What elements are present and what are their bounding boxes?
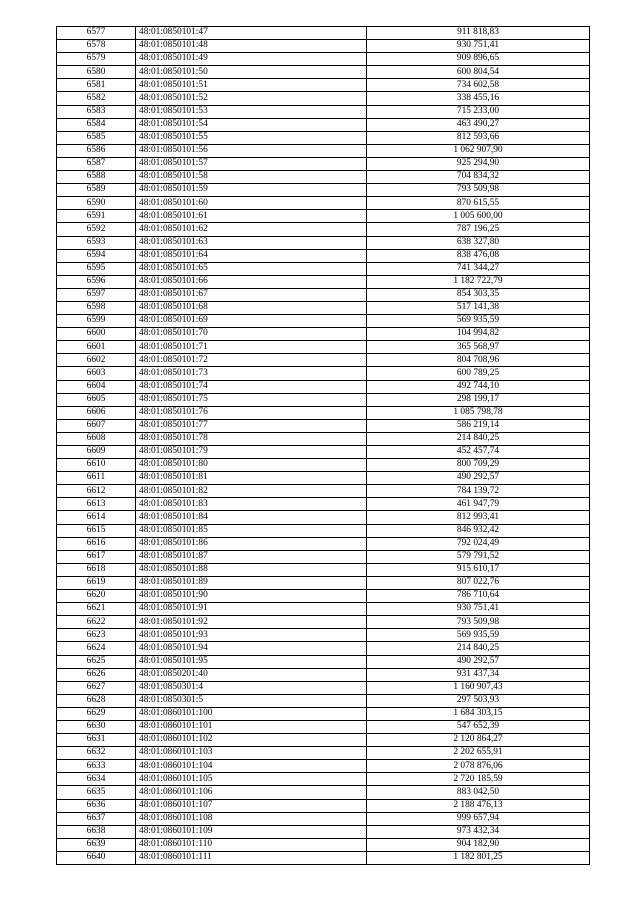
value-cell: 2 720 185,59 (367, 773, 590, 786)
value-cell: 904 182,90 (367, 838, 590, 851)
cadastral-number-cell: 48:01:0850101:83 (136, 498, 367, 511)
value-cell: 638 327,80 (367, 236, 590, 249)
cadastral-number-cell: 48:01:0850101:48 (136, 40, 367, 53)
table-row (57, 511, 590, 524)
row-number-cell: 6584 (57, 118, 136, 131)
cadastral-number-cell: 48:01:0850201:40 (136, 668, 367, 681)
value-cell: 600 789,25 (367, 367, 590, 380)
table-row (57, 773, 590, 786)
value-cell: 838 476,08 (367, 249, 590, 262)
value-cell: 338 455,16 (367, 92, 590, 105)
cadastral-number-cell: 48:01:0850101:86 (136, 537, 367, 550)
value-cell: 297 503,93 (367, 694, 590, 707)
table-row (57, 786, 590, 799)
table-row (57, 131, 590, 144)
cadastral-value-table (56, 26, 590, 865)
cadastral-number-cell: 48:01:0850301:5 (136, 694, 367, 707)
row-number-cell: 6625 (57, 655, 136, 668)
value-cell: 463 490,27 (367, 118, 590, 131)
table-row (57, 288, 590, 301)
row-number-cell: 6580 (57, 66, 136, 79)
cadastral-number-cell: 48:01:0850101:62 (136, 223, 367, 236)
row-number-cell: 6631 (57, 734, 136, 747)
value-cell: 2 078 876,06 (367, 760, 590, 773)
cadastral-number-cell: 48:01:0850101:47 (136, 27, 367, 40)
row-number-cell: 6604 (57, 380, 136, 393)
cadastral-number-cell: 48:01:0860101:108 (136, 812, 367, 825)
value-cell: 452 457,74 (367, 446, 590, 459)
row-number-cell: 6581 (57, 79, 136, 92)
row-number-cell: 6640 (57, 851, 136, 864)
cadastral-number-cell: 48:01:0850101:69 (136, 315, 367, 328)
row-number-cell: 6616 (57, 537, 136, 550)
value-cell: 854 303,35 (367, 288, 590, 301)
cadastral-number-cell: 48:01:0850101:81 (136, 472, 367, 485)
table-row (57, 236, 590, 249)
table-row (57, 459, 590, 472)
row-number-cell: 6617 (57, 550, 136, 563)
value-cell: 804 708,96 (367, 354, 590, 367)
table-row (57, 524, 590, 537)
cadastral-number-cell: 48:01:0850101:91 (136, 603, 367, 616)
value-cell: 925 294,90 (367, 157, 590, 170)
value-cell: 490 292,57 (367, 472, 590, 485)
table-row (57, 681, 590, 694)
table-row (57, 720, 590, 733)
cadastral-number-cell: 48:01:0850101:65 (136, 262, 367, 275)
table-row (57, 118, 590, 131)
cadastral-number-cell: 48:01:0850101:60 (136, 197, 367, 210)
table-row (57, 472, 590, 485)
table-row (57, 301, 590, 314)
row-number-cell: 6622 (57, 616, 136, 629)
table-row (57, 642, 590, 655)
table-row (57, 92, 590, 105)
row-number-cell: 6619 (57, 576, 136, 589)
row-number-cell: 6630 (57, 720, 136, 733)
row-number-cell: 6623 (57, 629, 136, 642)
cadastral-number-cell: 48:01:0850101:54 (136, 118, 367, 131)
row-number-cell: 6639 (57, 838, 136, 851)
value-cell: 931 437,34 (367, 668, 590, 681)
row-number-cell: 6628 (57, 694, 136, 707)
value-cell: 741 344,27 (367, 262, 590, 275)
row-number-cell: 6634 (57, 773, 136, 786)
cadastral-number-cell: 48:01:0850101:67 (136, 288, 367, 301)
row-number-cell: 6579 (57, 53, 136, 66)
table-row (57, 40, 590, 53)
cadastral-number-cell: 48:01:0860101:106 (136, 786, 367, 799)
table-row (57, 249, 590, 262)
cadastral-number-cell: 48:01:0850101:50 (136, 66, 367, 79)
cadastral-number-cell: 48:01:0850101:68 (136, 301, 367, 314)
row-number-cell: 6586 (57, 144, 136, 157)
cadastral-number-cell: 48:01:0860101:104 (136, 760, 367, 773)
table-row (57, 707, 590, 720)
value-cell: 883 042,50 (367, 786, 590, 799)
value-cell: 214 840,25 (367, 642, 590, 655)
value-cell: 492 744,10 (367, 380, 590, 393)
cadastral-number-cell: 48:01:0850101:85 (136, 524, 367, 537)
row-number-cell: 6577 (57, 27, 136, 40)
value-cell: 786 710,64 (367, 590, 590, 603)
cadastral-number-cell: 48:01:0850101:52 (136, 92, 367, 105)
value-cell: 1 684 303,15 (367, 707, 590, 720)
row-number-cell: 6633 (57, 760, 136, 773)
cadastral-number-cell: 48:01:0850101:74 (136, 380, 367, 393)
value-cell: 793 509,98 (367, 616, 590, 629)
table-row (57, 446, 590, 459)
table-row (57, 812, 590, 825)
cadastral-number-cell: 48:01:0850101:90 (136, 590, 367, 603)
table-row (57, 760, 590, 773)
row-number-cell: 6618 (57, 563, 136, 576)
cadastral-number-cell: 48:01:0860101:100 (136, 707, 367, 720)
table-row (57, 144, 590, 157)
cadastral-number-cell: 48:01:0850101:73 (136, 367, 367, 380)
row-number-cell: 6590 (57, 197, 136, 210)
table-row (57, 223, 590, 236)
cadastral-number-cell: 48:01:0860101:107 (136, 799, 367, 812)
cadastral-number-cell: 48:01:0850101:82 (136, 485, 367, 498)
cadastral-number-cell: 48:01:0850101:84 (136, 511, 367, 524)
table-row (57, 825, 590, 838)
row-number-cell: 6629 (57, 707, 136, 720)
row-number-cell: 6591 (57, 210, 136, 223)
value-cell: 734 602,58 (367, 79, 590, 92)
value-cell: 1 062 907,90 (367, 144, 590, 157)
value-cell: 715 233,00 (367, 105, 590, 118)
table-row (57, 485, 590, 498)
row-number-cell: 6626 (57, 668, 136, 681)
row-number-cell: 6606 (57, 406, 136, 419)
row-number-cell: 6610 (57, 459, 136, 472)
value-cell: 812 593,66 (367, 131, 590, 144)
cadastral-number-cell: 48:01:0850101:55 (136, 131, 367, 144)
table-row (57, 799, 590, 812)
cadastral-number-cell: 48:01:0860101:102 (136, 734, 367, 747)
table-row (57, 66, 590, 79)
value-cell: 793 509,98 (367, 184, 590, 197)
cadastral-number-cell: 48:01:0860101:103 (136, 747, 367, 760)
cadastral-number-cell: 48:01:0850101:79 (136, 446, 367, 459)
cadastral-number-cell: 48:01:0850101:58 (136, 171, 367, 184)
row-number-cell: 6587 (57, 157, 136, 170)
cadastral-number-cell: 48:01:0850101:49 (136, 53, 367, 66)
value-cell: 569 935,59 (367, 315, 590, 328)
cadastral-number-cell: 48:01:0860101:105 (136, 773, 367, 786)
value-cell: 1 085 798,78 (367, 406, 590, 419)
value-cell: 214 840,25 (367, 432, 590, 445)
cadastral-number-cell: 48:01:0850101:87 (136, 550, 367, 563)
table-row (57, 380, 590, 393)
table-row (57, 655, 590, 668)
table-row (57, 498, 590, 511)
table-row (57, 406, 590, 419)
table-row (57, 432, 590, 445)
table-row (57, 79, 590, 92)
value-cell: 490 292,57 (367, 655, 590, 668)
value-cell: 365 568,97 (367, 341, 590, 354)
cadastral-number-cell: 48:01:0850101:95 (136, 655, 367, 668)
cadastral-number-cell: 48:01:0850101:89 (136, 576, 367, 589)
value-cell: 461 947,79 (367, 498, 590, 511)
cadastral-number-cell: 48:01:0850101:64 (136, 249, 367, 262)
row-number-cell: 6635 (57, 786, 136, 799)
value-cell: 1 160 907,43 (367, 681, 590, 694)
value-cell: 2 120 864,27 (367, 734, 590, 747)
row-number-cell: 6638 (57, 825, 136, 838)
value-cell: 911 818,83 (367, 27, 590, 40)
row-number-cell: 6603 (57, 367, 136, 380)
value-cell: 1 182 801,25 (367, 851, 590, 864)
row-number-cell: 6593 (57, 236, 136, 249)
table-row (57, 590, 590, 603)
value-cell: 807 022,76 (367, 576, 590, 589)
row-number-cell: 6597 (57, 288, 136, 301)
table-row (57, 157, 590, 170)
row-number-cell: 6608 (57, 432, 136, 445)
cadastral-number-cell: 48:01:0860101:109 (136, 825, 367, 838)
row-number-cell: 6583 (57, 105, 136, 118)
table-row (57, 315, 590, 328)
row-number-cell: 6585 (57, 131, 136, 144)
value-cell: 517 141,38 (367, 301, 590, 314)
row-number-cell: 6612 (57, 485, 136, 498)
row-number-cell: 6605 (57, 393, 136, 406)
row-number-cell: 6582 (57, 92, 136, 105)
row-number-cell: 6600 (57, 328, 136, 341)
table-row (57, 694, 590, 707)
value-cell: 999 657,94 (367, 812, 590, 825)
cadastral-number-cell: 48:01:0850101:63 (136, 236, 367, 249)
value-cell: 784 139,72 (367, 485, 590, 498)
cadastral-number-cell: 48:01:0850101:80 (136, 459, 367, 472)
row-number-cell: 6614 (57, 511, 136, 524)
value-cell: 792 024,49 (367, 537, 590, 550)
cadastral-number-cell: 48:01:0850101:72 (136, 354, 367, 367)
value-cell: 973 432,34 (367, 825, 590, 838)
row-number-cell: 6589 (57, 184, 136, 197)
row-number-cell: 6621 (57, 603, 136, 616)
table-row (57, 171, 590, 184)
cadastral-number-cell: 48:01:0860101:111 (136, 851, 367, 864)
table-row (57, 393, 590, 406)
value-cell: 579 791,52 (367, 550, 590, 563)
cadastral-number-cell: 48:01:0850101:75 (136, 393, 367, 406)
table-row (57, 184, 590, 197)
row-number-cell: 6602 (57, 354, 136, 367)
value-cell: 930 751,41 (367, 603, 590, 616)
cadastral-number-cell: 48:01:0850101:51 (136, 79, 367, 92)
table-row (57, 629, 590, 642)
value-cell: 930 751,41 (367, 40, 590, 53)
table-row (57, 851, 590, 864)
value-cell: 600 804,54 (367, 66, 590, 79)
table-row (57, 576, 590, 589)
cadastral-number-cell: 48:01:0850101:59 (136, 184, 367, 197)
cadastral-number-cell: 48:01:0850101:66 (136, 275, 367, 288)
table-row (57, 53, 590, 66)
table-row (57, 367, 590, 380)
table-row (57, 328, 590, 341)
row-number-cell: 6592 (57, 223, 136, 236)
cadastral-number-cell: 48:01:0850101:92 (136, 616, 367, 629)
value-cell: 812 993,41 (367, 511, 590, 524)
table-row (57, 262, 590, 275)
table-row (57, 747, 590, 760)
value-cell: 1 182 722,79 (367, 275, 590, 288)
table-row (57, 668, 590, 681)
row-number-cell: 6627 (57, 681, 136, 694)
table-row (57, 563, 590, 576)
row-number-cell: 6599 (57, 315, 136, 328)
row-number-cell: 6620 (57, 590, 136, 603)
value-cell: 2 188 476,13 (367, 799, 590, 812)
value-cell: 787 196,25 (367, 223, 590, 236)
cadastral-number-cell: 48:01:0850101:88 (136, 563, 367, 576)
row-number-cell: 6636 (57, 799, 136, 812)
row-number-cell: 6596 (57, 275, 136, 288)
row-number-cell: 6613 (57, 498, 136, 511)
cadastral-number-cell: 48:01:0860101:101 (136, 720, 367, 733)
value-cell: 870 615,55 (367, 197, 590, 210)
row-number-cell: 6637 (57, 812, 136, 825)
cadastral-number-cell: 48:01:0850101:61 (136, 210, 367, 223)
row-number-cell: 6578 (57, 40, 136, 53)
table-row (57, 419, 590, 432)
row-number-cell: 6601 (57, 341, 136, 354)
table-row (57, 550, 590, 563)
cadastral-number-cell: 48:01:0850101:94 (136, 642, 367, 655)
value-cell: 1 005 600,00 (367, 210, 590, 223)
row-number-cell: 6598 (57, 301, 136, 314)
table-row (57, 341, 590, 354)
value-cell: 800 709,29 (367, 459, 590, 472)
table-body (57, 27, 590, 865)
value-cell: 586 219,14 (367, 419, 590, 432)
row-number-cell: 6588 (57, 171, 136, 184)
value-cell: 569 935,59 (367, 629, 590, 642)
value-cell: 298 199,17 (367, 393, 590, 406)
value-cell: 846 932,42 (367, 524, 590, 537)
table-row (57, 616, 590, 629)
table-row (57, 838, 590, 851)
row-number-cell: 6594 (57, 249, 136, 262)
cadastral-number-cell: 48:01:0850101:70 (136, 328, 367, 341)
table-row (57, 354, 590, 367)
cadastral-number-cell: 48:01:0850101:71 (136, 341, 367, 354)
table-row (57, 603, 590, 616)
row-number-cell: 6632 (57, 747, 136, 760)
row-number-cell: 6611 (57, 472, 136, 485)
value-cell: 547 652,39 (367, 720, 590, 733)
table-row (57, 197, 590, 210)
cadastral-number-cell: 48:01:0850301:4 (136, 681, 367, 694)
cadastral-number-cell: 48:01:0850101:78 (136, 432, 367, 445)
row-number-cell: 6624 (57, 642, 136, 655)
cadastral-number-cell: 48:01:0850101:53 (136, 105, 367, 118)
cadastral-number-cell: 48:01:0850101:76 (136, 406, 367, 419)
cadastral-number-cell: 48:01:0850101:57 (136, 157, 367, 170)
table-row (57, 210, 590, 223)
cadastral-number-cell: 48:01:0850101:56 (136, 144, 367, 157)
value-cell: 2 202 655,91 (367, 747, 590, 760)
table-row (57, 275, 590, 288)
value-cell: 909 896,65 (367, 53, 590, 66)
row-number-cell: 6595 (57, 262, 136, 275)
row-number-cell: 6607 (57, 419, 136, 432)
table-row (57, 27, 590, 40)
row-number-cell: 6609 (57, 446, 136, 459)
value-cell: 704 834,32 (367, 171, 590, 184)
cadastral-number-cell: 48:01:0850101:93 (136, 629, 367, 642)
row-number-cell: 6615 (57, 524, 136, 537)
cadastral-number-cell: 48:01:0860101:110 (136, 838, 367, 851)
value-cell: 915 610,17 (367, 563, 590, 576)
table-row (57, 537, 590, 550)
table-row (57, 105, 590, 118)
table-row (57, 734, 590, 747)
cadastral-number-cell: 48:01:0850101:77 (136, 419, 367, 432)
value-cell: 104 994,82 (367, 328, 590, 341)
